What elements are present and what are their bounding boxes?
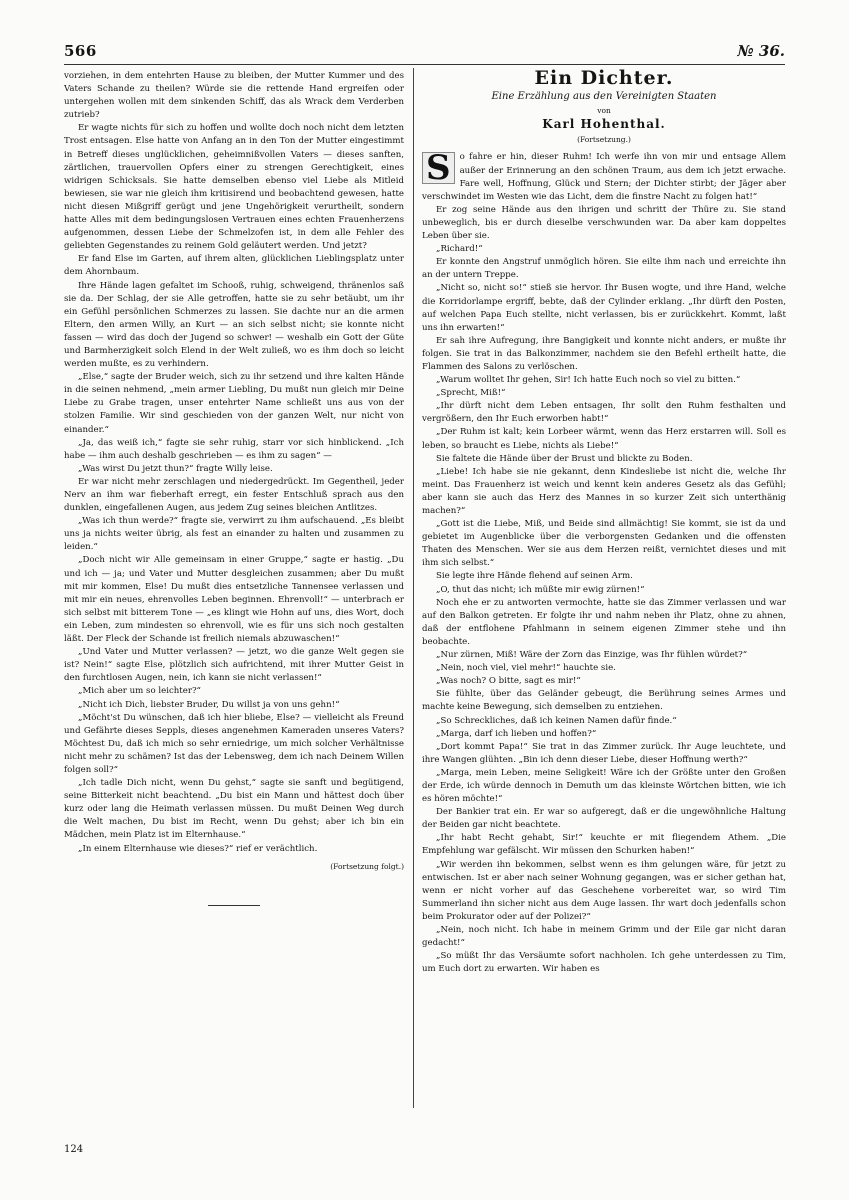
paragraph: Sie legte ihre Hände flehend auf seinen Arm. [436,571,633,582]
paragraph: „Was wirst Du jetzt thun?“ fragte Willy leise. [78,463,273,474]
paragraph: Noch ehe er zu antworten vermochte, hatte sie das Zimmer verlassen und war auf den Balkon getreten. Er folgte ihr und nahm neben ihr Platz, ohne zu ahnen, daß der entflohene Pfahlmann in seinem eigenen Zimmer stehe und ihn beobachte. [422,597,786,647]
paragraph: „Nicht so, nicht so!“ stieß sie hervor. Ihr Busen wogte, und ihre Hand, welche die Korridorlampe ergriff, bebte, daß der Cylinder erklang. „Ihr dürft den Posten, auf welchen Papa Euch stellte, nicht verlassen, bis er zurückkehrt. Kommt, laßt uns ihn erwarten!“ [422,283,786,333]
paragraph: „Was noch? O bitte, sagt es mir!“ [436,676,581,687]
paragraph: „Nein, noch nicht. Ich habe in meinem Grimm und der Eile gar nicht daran gedacht!“ [422,925,786,949]
paragraph: „Dort kommt Papa!“ Sie trat in das Zimmer zurück. Ihr Auge leuchtete, und ihre Wangen glühten. „Bin ich denn dieser Liebe, dieser Hoffnung werth?“ [422,741,786,765]
column-divider [413,68,414,1108]
paragraph: „In einem Elternhause wie dieses?“ rief er verächtlich. [78,843,318,854]
paragraph: „O, thut das nicht; ich müßte mir ewig zürnen!“ [436,584,645,595]
left-column [64,70,404,906]
paragraph: „Richard!“ [436,244,483,255]
paragraph: Er konnte den Angstruf unmöglich hören. Sie eilte ihm nach und erreichte ihn an der untern Treppe. [422,257,786,281]
signature-number: 124 [64,1144,84,1155]
issue-number: № 36. [737,42,785,60]
paragraph: „Warum wolltet Ihr gehen, Sir! Ich hatte Euch noch so viel zu bitten.“ [436,375,741,386]
paragraph: „Sprecht, Miß!“ [436,388,506,399]
paragraph: „So Schreckliches, daß ich keinen Namen dafür finde.“ [436,715,677,726]
paragraph: „Else,“ sagte der Bruder weich, sich zu ihr setzend und ihre kalten Hände in die seinen nehmend, „mein armer Liebling, Du mußt nun gleich mir Deine Liebe zu Grabe tragen, unser entehrter Name schließt uns aus von der stolzen Familie. Wir sind geschieden von der ganzen Welt, nur nicht von einander.“ [64,372,404,435]
paragraph: „Möcht'st Du wünschen, daß ich hier bliebe, Else? — vielleicht als Freund und Gefährte dieses Seppls, dieses angenehmen Kameraden unseres Vaters? Möchtest Du, daß ich mich so sehr erniedrige, um mich solcher Verhältnisse nicht mehr zu schämen? Ist das der Lebensweg, dem ich nach Deinem Willen folgen soll?“ [64,712,404,775]
paragraph: „Ihr dürft nicht dem Leben entsagen, Ihr sollt den Ruhm festhalten und vergrößern, den Ihr Euch erworben habt!“ [422,401,786,425]
first-paragraph-text: o fahre er hin, dieser Ruhm! Ich werfe ihn von mir und entsage Allem außer der Erinnerung an den schönen Traum, aus dem ich jetzt erwache. Fare well, Hoffnung, Glück und Stern; der Dichter stirbt; der Jäger aber verschwindet im Westen wie das Licht, dem die finstre Nacht zu folgen hat!“ [422,152,786,202]
first-paragraph [422,148,786,203]
paragraph: „Ich tadle Dich nicht, wenn Du gehst,“ sagte sie sanft und begütigend, seine Bitterkeit nicht beachtend. „Du bist ein Mann und hättest doch über kurz oder lang die Heimath verlassen müssen. Du mußt Deinen Weg durch die Welt machen, Du bist im Recht, wenn Du gehst; aber ich bin ein Mädchen, mein Platz ist im Elternhause.“ [64,778,404,841]
story-title: Ein Dichter. [534,67,674,89]
paragraph: „Nicht ich Dich, liebster Bruder, Du willst ja von uns gehn!“ [78,699,340,710]
paragraph: vorziehen, in dem entehrten Hause zu bleiben, der Mutter Kummer und des Vaters Schande zu theilen? Würde sie die rettende Hand ergreifen oder untergehen wollen mit dem sinkenden Schiff, das als Wrack dem Verderben zutrieb? [64,71,404,121]
byline-von: von [597,106,611,116]
paragraph: Ihre Hände lagen gefaltet im Schooß, ruhig, schweigend, thränenlos saß sie da. Der Schlag, der sie Alle getroffen, hatte sie zu sehr betäubt, um ihr ein Gefühl persönlichen Schmerzes zu lassen. Sie dachte nur an die armen Eltern, den armen Willy, an Kurt — an sich selbst nicht; sie konnte nicht fassen — wird das doch der Jugend so schwer! — weshalb ein Gott der Güte und Barmherzigkeit solch Elend in der Welt zuließ, wo es ihm doch so leicht werden mußte, es zu verhindern. [64,280,404,370]
right-column [422,67,786,976]
story-subtitle: Eine Erzählung aus den Vereinigten Staaten [491,91,717,103]
paragraph: „Was ich thun werde?“ fragte sie, verwirrt zu ihm aufschauend. „Es bleibt uns ja nichts weiter übrig, als fest an einander zu halten und zusammen zu leiden.“ [64,516,404,553]
paragraph: „Wir werden ihn bekommen, selbst wenn es ihm gelungen wäre, für jetzt zu entwischen. Ist er aber nach seiner Wohnung gegangen, was er sicher gethan hat, wenn er nicht vorher auf das Geschehene vorbereitet war, so wird Tim Summerland ihn sicher nicht aus dem Auge lassen. Ihr wart doch jedenfalls schon beim Prokurator oder auf der Polizei?“ [422,859,786,922]
header-rule [64,64,785,65]
paragraph: „So müßt Ihr das Versäumte sofort nachholen. Ich gehe unterdessen zu Tim, um Euch dort zu erwarten. Wir haben es [422,951,786,975]
paragraph: Er war nicht mehr zerschlagen und niedergedrückt. Im Gegentheil, jeder Nerv an ihm war fieberhaft erregt, ein fester Entschluß sprach aus den dunklen, eingefallenen Augen, aus jedem Zug seines bleichen Antlitzes. [64,476,404,514]
paragraph: Sie faltete die Hände über der Brust und blickte zu Boden. [436,453,693,464]
author-name: Karl Hohenthal. [542,117,666,132]
drop-cap-initial: S [422,152,455,184]
paragraph: Der Bankier trat ein. Er war so aufgeregt, daß er die ungewöhnliche Haltung der Beiden gar nicht beachtete. [422,807,786,831]
paragraph: „Marga, mein Leben, meine Seligkeit! Wäre ich der Größte unter den Großen der Erde, ich würde dennoch in Demuth um das kleinste Wörtchen bitten, wie ich es hören möchte!“ [422,767,786,805]
paragraph: Er zog seine Hände aus den ihrigen und schritt der Thüre zu. Sie stand unbeweglich, bis er durch dieselbe verschwunden war. Da aber kam doppeltes Leben über sie. [422,204,786,242]
paragraph: Er sah ihre Aufregung, ihre Bangigkeit und konnte nicht anders, er mußte ihr folgen. Sie trat in das Balkonzimmer, nachdem sie den Befehl ertheilt hatte, die Flammen des Salons zu verlöschen. [422,335,786,372]
fortsetzung-note: (Fortsetzung.) [577,135,631,145]
paragraph: „Marga, darf ich lieben und hoffen?“ [436,728,597,739]
paragraph: „Ja, das weiß ich,“ fagte sie sehr ruhig, starr vor sich hinblickend. „Ich habe — ihm auch deshalb geschrieben — es ihm zu sagen“ — [64,437,404,461]
paragraph: „Mich aber um so leichter?“ [78,686,201,697]
paragraph: „Nur zürnen, Miß! Wäre der Zorn das Einzige, was Ihr fühlen würdet?“ [436,650,748,661]
paragraph: „Liebe! Ich habe sie nie gekannt, denn Kindesliebe ist nicht die, welche Ihr meint. Das Frauenherz ist weich und kennt kein anderes Gesetz als das Gefühl; aber kann sie auch das Herz des Mannes in so kurzer Zeit sich unterthänig machen?“ [422,466,786,516]
paragraph: Sie fühlte, über das Geländer gebeugt, die Berührung seines Armes und machte keine Bewegung, sich demselben zu entziehen. [422,689,786,713]
paragraph: „Und Vater und Mutter verlassen? — jetzt, wo die ganze Welt gegen sie ist? Nein!“ sagte Else, plötzlich sich aufrichtend, mit ihrer Mutter Geist in den furchtlosen Augen, nein, ich kann sie nicht verlassen!“ [64,647,404,684]
continuation-note: (Fortsetzung folgt.) [330,861,404,871]
paragraph: „Doch nicht wir Alle gemeinsam in einer Gruppe,“ sagte er hastig. „Du und ich — ja; und Vater und Mutter desgleichen zusammen; aber Du mußt mit mir kommen, Else! Du mußt dies entsetzliche Tannensee verlassen und mit mir ein neues, ehrenvolles Leben beginnen. Ehrenvoll!“ — unterbrach er sich selbst mit bitterem Tone — „es klingt wie Hohn auf uns, dies Wort, doch ein Leben, zum mindesten so ehrenvoll, wie es für uns sich noch gestalten läßt. Der Fleck der Schande ist freilich niemals abzuwaschen!“ [64,555,404,645]
paragraph: „Nein, noch viel, viel mehr!“ hauchte sie. [436,663,616,674]
paragraph: „Gott ist die Liebe, Miß, und Beide sind allmächtig! Sie kommt, sie ist da und gebietet im Augenblicke über die verborgensten Gedanken und die offensten Thaten des Menschen. Wer sie aus dem Herzen reißt, vernichtet dieses und mit ihm sich selbst.“ [422,519,786,569]
end-rule [208,905,260,906]
paragraph: Er fand Else im Garten, auf ihrem alten, glücklichen Lieblingsplatz unter dem Ahornbaum. [64,254,404,278]
page-number: 566 [64,42,97,60]
paragraph: Er wagte nichts für sich zu hoffen und wollte doch noch nicht dem letzten Trost entsagen. Else hatte von Anfang an in den Ton der Mutter eingestimmt in Betreff dieses unglücklichen, geheimnißvollen Vaters — dieses sanften, zärtlichen, trauervollen Opfers einer zu strengen Gerechtigkeit, eines widrigen Schicksals. Sie hatte demselben ebenso viel Liebe als Mitleid bewiesen, sie war nie gleich ihm kritisirend und beobachtend gewesen, hatte nicht diesen Mißgriff gerügt und jene Ungehörigkeit verurtheilt, sondern hatte Alles mit dem bedingungslosen Vertrauen eines echten Frauenherzens aufgenommen, dessen Liebe der Schmelzofen ist, in dem alle Fehler des geliebten Gegenstandes zu reinem Gold geläutert werden. Und jetzt? [64,123,404,252]
paragraph: „Der Ruhm ist kalt; kein Lorbeer wärmt, wenn das Herz erstarren will. Soll es leben, so braucht es Liebe, nichts als Liebe!“ [422,427,786,451]
paragraph: „Ihr habt Recht gehabt, Sir!“ keuchte er mit fliegendem Athem. „Die Empfehlung war gefälscht. Wir müssen den Schurken haben!“ [422,833,786,857]
